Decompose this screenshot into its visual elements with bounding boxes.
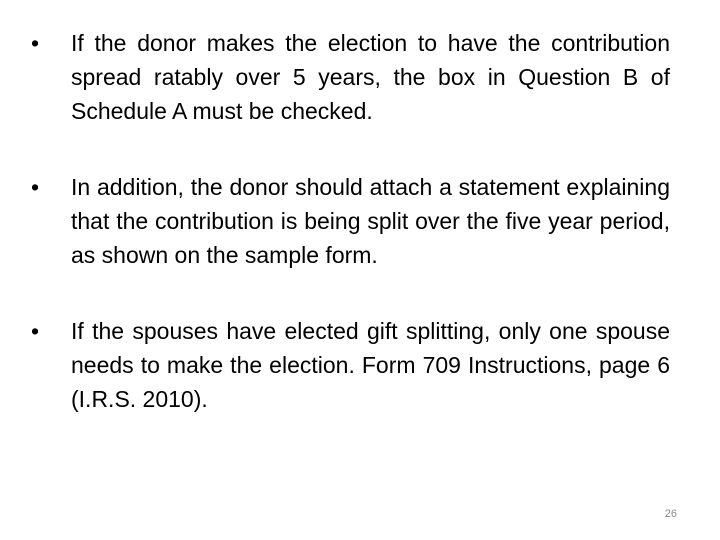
page-number: 26 — [664, 508, 677, 520]
bullet-item-attach-statement — [28, 170, 670, 272]
bullet-text: In addition, the donor should attach a statement explaining that the contribution is being split over the five year period, as shown on the sample form. — [71, 174, 670, 268]
bullet-item-election-checkbox — [28, 26, 670, 128]
bullet-dot-icon: • — [31, 30, 40, 56]
bullet-dot-icon: • — [31, 318, 40, 344]
bullet-text: If the donor makes the election to have the contribution spread ratably over 5 years, the box in Question B of Schedule A must be checked. — [71, 30, 670, 124]
bullet-list — [28, 26, 670, 416]
bullet-text: If the spouses have elected gift splitting, only one spouse needs to make the election. Form 709 Instructions, page 6 (I.R.S. 2010). — [71, 318, 670, 412]
bullet-item-gift-splitting — [28, 314, 670, 416]
bullet-dot-icon: • — [31, 174, 40, 200]
